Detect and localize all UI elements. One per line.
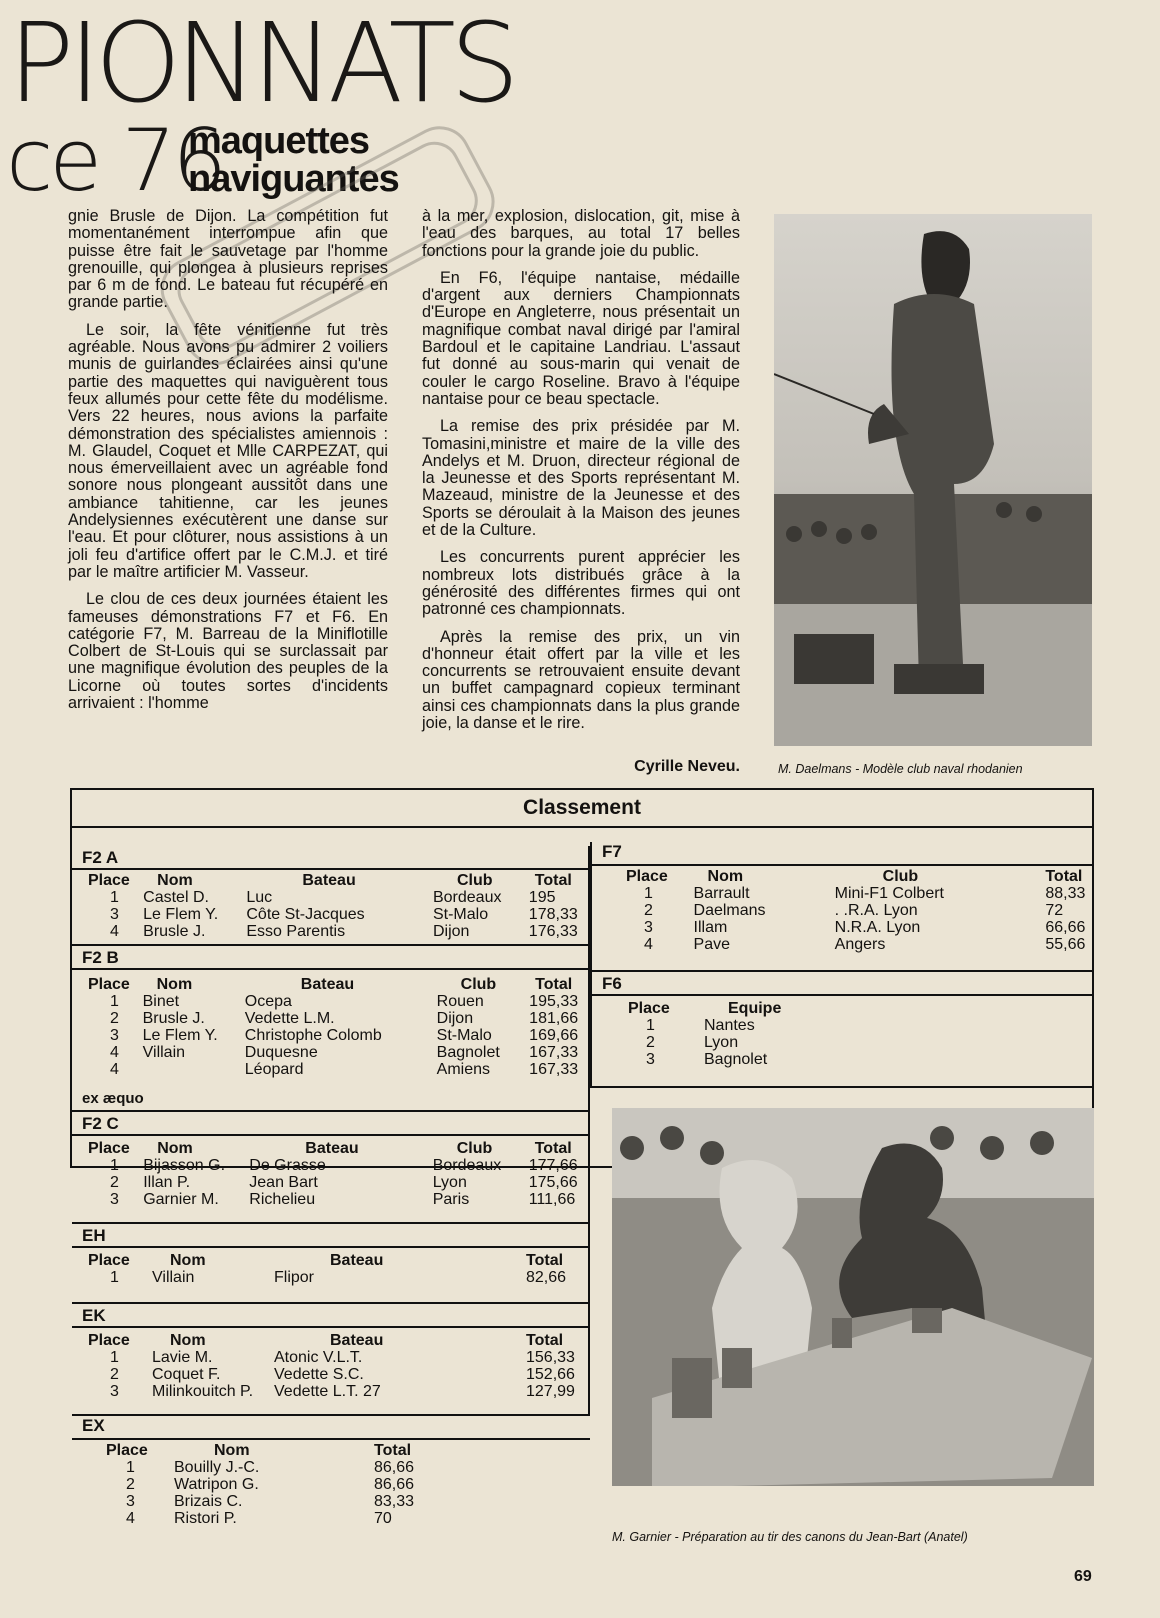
article-column-2 — [422, 208, 740, 742]
table-row — [88, 1269, 586, 1286]
cell: Illam — [693, 919, 728, 936]
section-eh-label: EH — [82, 1226, 106, 1245]
cell: 2 — [110, 1010, 119, 1027]
cell: Le Flem Y. — [142, 1027, 218, 1044]
table-row — [88, 1061, 588, 1078]
section-divider — [72, 868, 588, 870]
col-header: Bateau — [300, 976, 355, 993]
eh-table — [88, 1252, 586, 1286]
table-row — [88, 1383, 586, 1400]
cell: Bordeaux — [432, 889, 502, 906]
cell: 2 — [110, 1366, 119, 1383]
section-eh — [72, 1222, 590, 1304]
cell: Daelmans — [693, 902, 766, 919]
cell: Lavie M. — [152, 1349, 213, 1366]
table-row — [88, 1349, 586, 1366]
cell: Brizais C. — [174, 1493, 243, 1510]
table-row — [106, 1493, 434, 1510]
col-header: Place — [628, 1000, 670, 1017]
col-header: Place — [106, 1442, 148, 1459]
cell: 2 — [646, 1034, 655, 1051]
cell: 111,66 — [528, 1191, 576, 1208]
cell: Dijon — [432, 923, 470, 940]
table-row — [626, 885, 1094, 902]
section-f6 — [590, 970, 1094, 1088]
cell: Villain — [142, 1044, 186, 1061]
photo-garnier-caption: M. Garnier - Préparation au tir des canons du Jean-Bart (Anatel) — [612, 1530, 968, 1544]
photo-garnier — [612, 1108, 1094, 1486]
page-number: 69 — [1074, 1568, 1092, 1585]
cell: 86,66 — [374, 1476, 415, 1493]
cell: 1 — [110, 1269, 119, 1286]
section-ek — [72, 1302, 590, 1416]
cell: . .R.A. Lyon — [834, 902, 918, 919]
cell: Flipor — [274, 1269, 315, 1286]
cell: Binet — [142, 993, 180, 1010]
paragraph: En F6, l'équipe nantaise, médaille d'argent aux derniers Championnats d'Europe en Angleterre, nous présentait un magnifique combat naval dirigé par l'amiral Bardoul et le capitaine Landriau. L'assaut fut donné au sous-marin qui venait de couler le cargo Roseline. Bravo à l'équipe nantaise pour ce beau spectacle. — [422, 268, 740, 408]
cell: 3 — [126, 1493, 135, 1510]
table-header-row — [88, 976, 588, 993]
cell: 1 — [110, 1349, 119, 1366]
cell: Illan P. — [143, 1174, 191, 1191]
results-title-rule — [72, 826, 1092, 828]
f6-table — [628, 1000, 828, 1068]
cell: Brusle J. — [142, 1010, 205, 1027]
cell: 1 — [644, 885, 653, 902]
cell: Ristori P. — [174, 1510, 237, 1527]
cell: 175,66 — [528, 1174, 578, 1191]
table-row — [626, 919, 1094, 936]
section-f6-label: F6 — [602, 974, 622, 993]
cell: 1 — [110, 993, 119, 1010]
col-header: Total — [526, 1332, 564, 1349]
cell: 70 — [374, 1510, 392, 1527]
cell: Richelieu — [249, 1191, 316, 1208]
col-header: Place — [88, 976, 130, 993]
cell: 3 — [646, 1051, 655, 1068]
cell: 127,99 — [526, 1383, 575, 1400]
cell: Léopard — [244, 1061, 304, 1078]
cell: 169,66 — [529, 1027, 579, 1044]
table-row — [106, 1476, 434, 1493]
cell: St-Malo — [436, 1027, 492, 1044]
cell: Vedette L.M. — [244, 1010, 335, 1027]
cell: Watripon G. — [174, 1476, 259, 1493]
photo-garnier-illustration — [612, 1108, 1094, 1486]
col-header: Equipe — [728, 1000, 782, 1017]
photo-daelmans — [774, 214, 1092, 746]
col-header: Total — [534, 872, 572, 889]
cell: 3 — [110, 1027, 119, 1044]
col-header: Place — [88, 1332, 130, 1349]
photo-daelmans-illustration — [774, 214, 1092, 746]
cell: Ocepa — [244, 993, 292, 1010]
table-row — [88, 1366, 586, 1383]
subtitle-line-1: maquettes — [188, 120, 370, 162]
cell: Vedette S.C. — [274, 1366, 364, 1383]
table-row — [88, 1027, 588, 1044]
cell: 3 — [110, 1383, 119, 1400]
cell: 4 — [110, 1061, 119, 1078]
paragraph: gnie Brusle de Dijon. La compétition fut momentanément interrompue afin que puisse être fait le sauvetage par l'homme grenouille, qui plongea à plusieurs reprises par 6 m de fond. Le bateau fut récupéré en grande partie. — [68, 207, 388, 312]
paragraph: Le clou de ces deux journées étaient les fameuses démonstrations F7 et F6. En catégorie F7, M. Barreau de la Miniflotille Colbert de St-Louis qui se surclassait par une magnifique évolution des peuples de la Licorne où toutes sortes d'incidents arrivaient : l'homme — [68, 590, 388, 713]
col-header: Bateau — [330, 1252, 384, 1269]
ek-table — [88, 1332, 586, 1400]
results-title: Classement — [523, 796, 641, 819]
section-f7 — [590, 842, 1094, 972]
cell: 83,33 — [374, 1493, 415, 1510]
cell: 4 — [110, 923, 119, 940]
cell: 86,66 — [374, 1459, 415, 1476]
cell: Brusle J. — [143, 923, 206, 940]
table-header-row — [628, 1000, 828, 1017]
cell: Milinkouitch P. — [152, 1383, 254, 1400]
cell: 195 — [528, 889, 556, 906]
section-divider — [72, 1246, 588, 1248]
table-row — [628, 1051, 828, 1068]
cell: Atonic V.L.T. — [274, 1349, 363, 1366]
section-ex — [72, 1414, 590, 1540]
cell: Vedette L.T. 27 — [274, 1383, 381, 1400]
col-header: Place — [88, 872, 130, 889]
cell: Castel D. — [143, 889, 209, 906]
cell: Dijon — [436, 1010, 474, 1027]
col-header: Total — [526, 1252, 564, 1269]
cell: Lyon — [704, 1034, 739, 1051]
cell: 3 — [110, 906, 119, 923]
cell: 178,33 — [528, 906, 578, 923]
article-column-1 — [68, 208, 388, 722]
cell: 152,66 — [526, 1366, 575, 1383]
section-f2c-label: F2 C — [82, 1114, 119, 1133]
col-header: Nom — [170, 1252, 206, 1269]
table-row — [88, 889, 588, 906]
cell: Angers — [834, 936, 886, 953]
col-header: Club — [882, 868, 919, 885]
table-row — [626, 902, 1094, 919]
cell: Mini-F1 Colbert — [834, 885, 944, 902]
col-header: Bateau — [330, 1332, 384, 1349]
paragraph: Après la remise des prix, un vin d'honneur était offert par la ville et les concurrents se retrouvaient ensuite devant un buffet campagnard copieux terminant ainsi ces championnats dans la plus grande joie, la danse et le rire. — [422, 627, 740, 733]
table-header-row — [88, 1332, 586, 1349]
cell: Côte St-Jacques — [246, 906, 365, 923]
table-row — [88, 906, 588, 923]
col-header: Nom — [214, 1442, 250, 1459]
table-row — [88, 1157, 588, 1174]
cell: 3 — [110, 1191, 119, 1208]
col-header: Bateau — [302, 872, 356, 889]
col-header: Place — [88, 1252, 130, 1269]
col-header: Total — [534, 1140, 572, 1157]
section-ex-label: EX — [82, 1416, 105, 1435]
paragraph: Les concurrents purent apprécier les nombreux lots distribués grâce à la générosité des différentes firmes qui ont patronné ces championnats. — [422, 548, 740, 619]
table-row — [88, 1044, 588, 1061]
section-divider — [72, 968, 588, 970]
paragraph: Le soir, la fête vénitienne fut très agréable. Nous avons pu admirer 2 voiliers munis de guirlandes éclairées ainsi qu'une partie des maquettes qui naviguèrent tous feux allumés pour cette fête du modélisme. Vers 22 heures, nous avions la parfaite démonstration des spécialistes amiennois : M. Glaudel, Coquet et Mlle CARPEZAT, qui nous émerveillaient avec un agréable fond sonore nous plongeant aussitôt dans une ambiance tahitienne, car les jeunes Andelysiennes exécutèrent une danse sur l'eau. Et pour clôturer, nous assistions à un joli feu d'artifice offert par le C.M.J. et tiré par le maître artificier M. Vasseur. — [68, 320, 388, 581]
cell: Jean Bart — [249, 1174, 318, 1191]
col-header: Nom — [157, 872, 193, 889]
table-row — [88, 1010, 588, 1027]
section-divider — [592, 864, 1094, 866]
table-row — [628, 1034, 828, 1051]
cell: Bagnolet — [704, 1051, 768, 1068]
cell: 177,66 — [528, 1157, 578, 1174]
cell — [143, 1061, 245, 1078]
f7-table — [626, 868, 1094, 953]
f2b-table — [88, 976, 588, 1078]
table-header-row — [106, 1442, 434, 1459]
cell: N.R.A. Lyon — [834, 919, 921, 936]
section-f2a — [72, 846, 590, 946]
cell: 3 — [644, 919, 653, 936]
cell: Nantes — [704, 1017, 755, 1034]
col-header: Nom — [156, 976, 193, 993]
section-divider — [592, 994, 1092, 996]
col-header: Nom — [707, 868, 744, 885]
subtitle-line-2: naviguantes — [188, 158, 399, 200]
col-header: Place — [88, 1140, 130, 1157]
cell: Coquet F. — [152, 1366, 221, 1383]
cell: 4 — [110, 1044, 119, 1061]
col-header: Total — [374, 1442, 412, 1459]
cell: Garnier M. — [143, 1191, 219, 1208]
paragraph: à la mer, explosion, dislocation, git, mise à l'eau des barques, au total 17 belles fonctions pour la grande joie du public. — [422, 207, 740, 260]
cell: 1 — [110, 1157, 119, 1174]
table-header-row — [88, 1252, 586, 1269]
section-f2b — [72, 944, 590, 1112]
cell: 82,66 — [526, 1269, 567, 1286]
paragraph: La remise des prix présidée par M. Tomasini,ministre et maire de la ville des Andelys et M. Druon, directeur régional de la Jeunesse et des Sports représentant M. Mazeaud, ministre de la Jeunesse et des Sports se déroulait à la Maison des jeunes et de la Culture. — [422, 417, 740, 540]
cell: 1 — [126, 1459, 135, 1476]
cell: 1 — [110, 889, 119, 906]
cell: 1 — [646, 1017, 655, 1034]
cell: Luc — [246, 889, 273, 906]
f2c-table — [88, 1140, 588, 1208]
ex-aequo-note: ex æquo — [82, 1090, 144, 1107]
cell: 88,33 — [1045, 885, 1086, 902]
cell: Le Flem Y. — [143, 906, 219, 923]
cell: Esso Parentis — [246, 923, 346, 940]
table-row — [106, 1459, 434, 1476]
col-header: Nom — [157, 1140, 193, 1157]
col-header: Club — [456, 1140, 493, 1157]
cell: 66,66 — [1045, 919, 1086, 936]
cell: 72 — [1045, 902, 1064, 919]
cell: Lyon — [432, 1174, 467, 1191]
photo-daelmans-caption: M. Daelmans - Modèle club naval rhodanien — [778, 762, 1023, 776]
table-row — [88, 993, 588, 1010]
col-header: Place — [626, 868, 668, 885]
headline-subtitle — [188, 122, 399, 198]
section-f2c — [72, 1110, 590, 1224]
cell: Paris — [432, 1191, 470, 1208]
cell: 2 — [644, 902, 653, 919]
table-row — [628, 1017, 828, 1034]
cell: Amiens — [436, 1061, 490, 1078]
table-row — [106, 1510, 434, 1527]
cell: 4 — [644, 936, 653, 953]
table-row — [88, 923, 588, 940]
table-row — [88, 1191, 588, 1208]
col-header: Nom — [170, 1332, 206, 1349]
section-divider — [72, 1438, 590, 1440]
cell: Villain — [152, 1269, 195, 1286]
cell: Bijasson G. — [143, 1157, 226, 1174]
section-f7-label: F7 — [602, 842, 622, 861]
col-header: Total — [1045, 868, 1083, 885]
cell: 167,33 — [529, 1044, 579, 1061]
headline-title: PIONNATS — [8, 0, 514, 127]
section-divider — [72, 1134, 588, 1136]
section-divider — [72, 1326, 588, 1328]
cell: 195,33 — [529, 993, 579, 1010]
cell: Duquesne — [244, 1044, 318, 1061]
table-row — [626, 936, 1094, 953]
cell: 176,33 — [528, 923, 578, 940]
col-header: Club — [460, 976, 497, 993]
article-signature: Cyrille Neveu. — [634, 758, 740, 775]
cell: 55,66 — [1045, 936, 1086, 953]
cell: St-Malo — [432, 906, 489, 923]
section-ek-label: EK — [82, 1306, 106, 1325]
table-row — [88, 1174, 588, 1191]
cell: Rouen — [436, 993, 484, 1010]
cell: Christophe Colomb — [244, 1027, 382, 1044]
headline-ce76: ce 76 — [6, 111, 223, 211]
col-header: Total — [535, 976, 573, 993]
cell: 181,66 — [529, 1010, 579, 1027]
cell: 167,33 — [529, 1061, 579, 1078]
cell: Pave — [693, 936, 730, 953]
cell: Barrault — [693, 885, 750, 902]
table-header-row — [88, 872, 588, 889]
cell: 2 — [110, 1174, 119, 1191]
ex-table — [106, 1442, 434, 1527]
cell: Bagnolet — [436, 1044, 500, 1061]
cell: Bordeaux — [432, 1157, 502, 1174]
section-f2b-label: F2 B — [82, 948, 119, 967]
f2a-table — [88, 872, 588, 940]
col-header: Club — [456, 872, 493, 889]
table-header-row — [88, 1140, 588, 1157]
col-header: Bateau — [305, 1140, 359, 1157]
section-f2a-label: F2 A — [82, 848, 119, 867]
table-header-row — [626, 868, 1094, 885]
cell: 4 — [126, 1510, 135, 1527]
cell: Bouilly J.-C. — [174, 1459, 260, 1476]
cell: De Grasse — [249, 1157, 326, 1174]
cell: 2 — [126, 1476, 135, 1493]
cell: 156,33 — [526, 1349, 575, 1366]
